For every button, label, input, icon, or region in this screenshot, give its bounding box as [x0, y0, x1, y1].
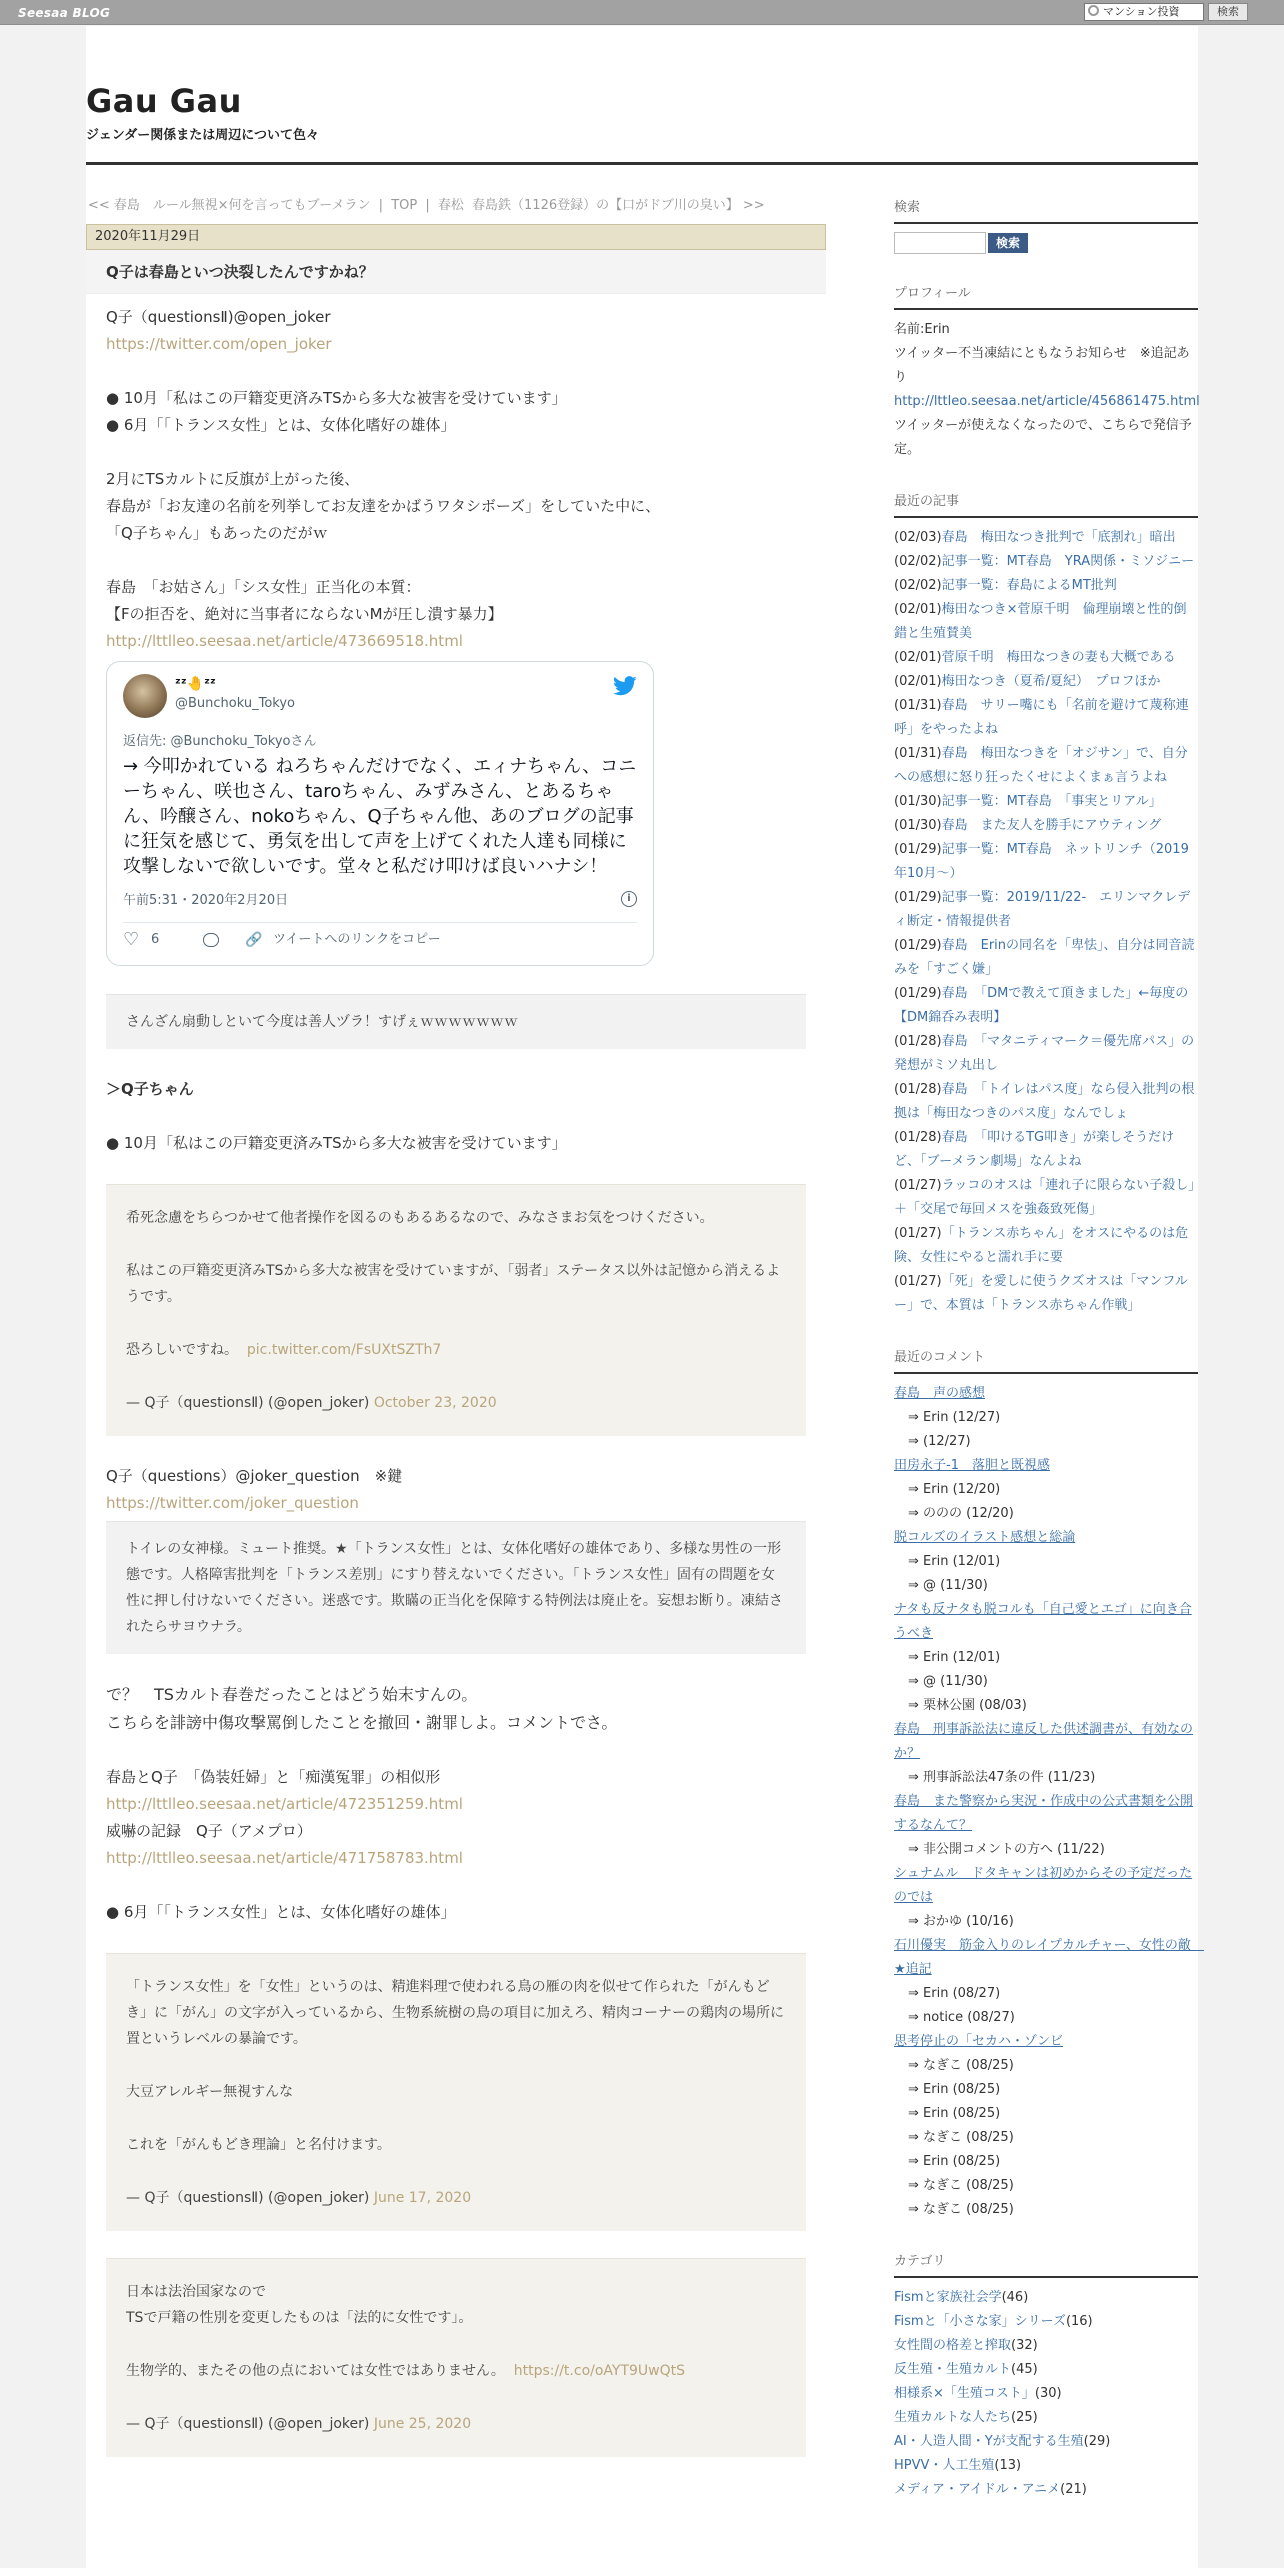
quote-box: トイレの女神様。ミュート推奨。★「トランス女性」とは、女体化嗜好の雄体であり、多様な男性の一形態です。人格障害批判を「トランス差別」にすり替えないでください。「トランス女性」固有の問題を女性に押し付けないでください。迷惑です。欺瞞の正当化を保障する特例法は廃止を。妄想お断り。凍結されたらサヨウナラ。 — [106, 1521, 806, 1654]
sidebar-search — [894, 196, 1198, 254]
recent-article-item[interactable]: (02/02)記事一覧：春島によるMT批判 — [894, 578, 1117, 593]
text-line: ● 6月「「トランス女性」とは、女体化嗜好の雄体」 — [106, 1903, 456, 1921]
sidebar-categories — [894, 2250, 1198, 2502]
sidebar-recent-comments — [894, 1346, 1204, 2222]
recent-article-link[interactable]: 梅田なつき（夏希/夏紀） プロフほか — [941, 674, 1161, 689]
recent-article-link[interactable]: 春島 梅田なつきを「オジサン」で、自分への感想に怒り狂ったくせによくまぁ言うよね — [894, 746, 1188, 785]
category-item[interactable]: 相様系×「生殖コスト」(30) — [894, 2386, 1062, 2401]
tweet-date-link[interactable]: June 17, 2020 — [373, 2190, 472, 2206]
category-item[interactable]: Fismと「小さな家」シリーズ(16) — [894, 2314, 1093, 2329]
text-line: 2月にTSカルトに反旗が上がった後、 — [106, 470, 360, 488]
recent-article-link[interactable]: 春島 Erinの同名を「卑怯」、自分は同音読みを「すごく嫌」 — [894, 938, 1195, 977]
text-line: 威嚇の記録 Q子（アメプロ） — [106, 1822, 312, 1840]
recent-article-link[interactable]: 記事一覧：MT春島 「事実とリアル」 — [941, 794, 1162, 809]
category-link[interactable]: Fismと「小さな家」シリーズ — [894, 2314, 1066, 2329]
recent-article-item[interactable]: (01/27)「トランス赤ちゃん」をオスにやるのは危険、女性にやると濡れ手に要 — [894, 1226, 1189, 1265]
recent-article-item[interactable]: (01/29)記事一覧：2019/11/22- エリンマクレディ断定・情報提供者 — [894, 890, 1191, 929]
text-line: ● 10月「私はこの戸籍変更済みTSから多大な被害を受けています」 — [106, 1134, 567, 1152]
comment-item[interactable]: ⇒ なぎこ (08/25) — [908, 2202, 1014, 2217]
recent-article-link[interactable]: 菅原千明 梅田なつきの妻も大概である — [941, 650, 1176, 665]
tweet-blockquote: 「トランス女性」を「女性」というのは、精進料理で使われる鳥の雁の肉を似せて作られた「がんもどき」に「がん」の文字が入っているから、生物系統樹の鳥の項目に加えろ、精肉コーナーの鶏肉の場所に置というレベルの暴論です。 大豆アレルギー無視すんな これを「がんもどき理論」と名付けます。 — Q子（questionsⅡ) (@open_joker) June 17, 2020 — [106, 1953, 806, 2231]
sidebar — [894, 196, 1204, 2530]
top-link[interactable]: TOP — [391, 198, 418, 213]
comment-item[interactable]: ⇒ 刑事訴訟法47条の件 (11/23) — [908, 1770, 1096, 1785]
category-link[interactable]: メディア・アイドル・アニメ — [894, 2482, 1061, 2497]
site-title[interactable]: Gau Gau — [86, 82, 242, 120]
profile-link[interactable]: http://lttleo.seesaa.net/article/456861475.html — [894, 394, 1200, 409]
recent-article-link[interactable]: 春島 「DMで教えて頂きました」←毎度の【DM錦呑み表明】 — [894, 986, 1189, 1025]
category-link[interactable]: Fismと家族社会学 — [894, 2290, 1002, 2305]
category-link[interactable]: 春松 — [437, 198, 464, 213]
category-item[interactable]: AI・人造人間・Yが支配する生殖(29) — [894, 2434, 1111, 2449]
comment-item[interactable]: ⇒ 栗林公園 (08/03) — [908, 1698, 1027, 1713]
category-item[interactable]: メディア・アイドル・アニメ(21) — [894, 2482, 1087, 2497]
top-bar — [0, 0, 1284, 25]
recent-article-item[interactable]: (02/01)梅田なつき（夏希/夏紀） プロフほか — [894, 674, 1161, 689]
tweet-text: → 今叩かれている ねろちゃんだけでなく、エィナちゃん、コニーちゃん、咲也さん、taroちゃん、みずみさん、とあるちゃん、吟醸さん、nokoちゃん、Q子ちゃん他、あのブログの記事に狂気を感じて、勇気を出して声を上げてくれた人達も同様に攻撃しないで欲しいです。堂々と私だけ叩けば良いハナシ！ — [123, 756, 637, 877]
category-link[interactable]: 相様系×「生殖コスト」 — [894, 2386, 1035, 2401]
comment-article-link[interactable]: シュナムル ドタキャンは初めからその予定だったのでは — [894, 1866, 1193, 1905]
recent-article-item[interactable]: (01/27)ラッコのオスは「連れ子に限らない子殺し」＋「交尾で毎回メスを強姦致死傷」 — [894, 1178, 1195, 1217]
tweet-timestamp[interactable]: 午前5:31・2020年2月20日 i — [123, 887, 637, 923]
comment-item[interactable]: ⇒ なぎこ (08/25) — [908, 2178, 1014, 2193]
recent-article-item[interactable]: (01/31)春島 サリー嘴にも「名前を避けて蔑称連呼」をやったよね — [894, 698, 1189, 737]
next-article-link[interactable]: 春島鉄（1126登録）の【口がドブ川の臭い】 >> — [472, 198, 765, 213]
section-heading: 検索 — [894, 196, 1198, 224]
sidebar-search-button[interactable]: 検索 — [988, 233, 1028, 253]
recent-article-item[interactable]: (01/28)春島 「トイレはパス度」なら侵入批判の根拠は「梅田なつきのパス度」なんでしょ — [894, 1082, 1195, 1121]
category-item[interactable]: Fismと家族社会学(46) — [894, 2290, 1029, 2305]
text-line: Q子（questions）@joker_question ※鍵 — [106, 1467, 403, 1485]
article-body — [86, 294, 826, 2457]
topbar-search-input[interactable]: マンション投資 — [1084, 3, 1204, 21]
recent-article-item[interactable]: (01/31)春島 梅田なつきを「オジサン」で、自分への感想に怒り狂ったくせによくまぁ言うよね — [894, 746, 1188, 785]
comment-item[interactable]: ⇒ Erin (12/01) — [908, 1650, 1001, 1665]
recent-article-link[interactable]: ラッコのオスは「連れ子に限らない子殺し」＋「交尾で毎回メスを強姦致死傷」 — [894, 1178, 1195, 1217]
breadcrumb: << 春島 ルール無視×何を言ってもブーメラン | TOP | 春松 春島鉄（1126登録）の【口がドブ川の臭い】 >> — [88, 198, 765, 213]
text-line: こちらを誹謗中傷攻撃罵倒したことを撤回・謝罪しよ。コメントでさ。 — [106, 1713, 618, 1732]
like-count: 6 — [151, 932, 160, 947]
twitter-bird-icon[interactable] — [613, 676, 637, 696]
main-column — [86, 196, 826, 2457]
comment-article-link[interactable]: 思考停止の「セカハ・ゾンビ — [894, 2034, 1064, 2049]
recent-article-link[interactable]: 記事一覧：MT春島 ネットリンチ（2019年10月～） — [894, 842, 1189, 881]
recent-article-item[interactable]: (02/01)梅田なつき×菅原千明 倫理崩壊と性的倒錯と生殖賛美 — [894, 602, 1187, 641]
comment-item[interactable]: ⇒ 非公開コメントの方へ (11/22) — [908, 1842, 1105, 1857]
tweet-author-handle[interactable]: @Bunchoku_Tokyo — [175, 696, 296, 711]
comment-item[interactable]: ⇒ ののの (12/20) — [908, 1506, 1014, 1521]
topbar-search-button[interactable]: 検索 — [1208, 3, 1248, 21]
recent-article-link[interactable]: 春島 梅田なつき批判で「底割れ」暗出 — [941, 530, 1176, 545]
article-link[interactable]: http://lttlleo.seesaa.net/article/471758783.html — [106, 1849, 463, 1867]
comment-item[interactable]: ⇒ Erin (08/25) — [908, 2082, 1001, 2097]
comment-item[interactable]: ⇒ なぎこ (08/25) — [908, 2058, 1014, 2073]
pic-link[interactable]: pic.twitter.com/FsUXtSZTh7 — [246, 1342, 442, 1358]
comment-article-link[interactable]: 田房永子-1 落胆と既視感 — [894, 1458, 1050, 1473]
avatar[interactable] — [123, 674, 167, 718]
category-link[interactable]: HPVV・人工生殖 — [894, 2458, 995, 2473]
twitter-link[interactable]: https://twitter.com/open_joker — [106, 335, 332, 353]
recent-article-item[interactable]: (01/29)春島 Erinの同名を「卑怯」、自分は同音読みを「すごく嫌」 — [894, 938, 1195, 977]
text-line: ● 10月「私はこの戸籍変更済みTSから多大な被害を受けています」 — [106, 389, 567, 407]
info-icon[interactable]: i — [621, 891, 637, 907]
comment-item[interactable]: ⇒ Erin (08/27) — [908, 1986, 1001, 2001]
recent-article-link[interactable]: 春島 「叩けるTG叩き」が楽しそうだけど、「ブーメラン劇場」なんよね — [894, 1130, 1175, 1169]
text-line: 春島 「お姑さん」「シス女性」正当化の本質： — [106, 578, 421, 596]
tweet-blockquote: 日本は法治国家なので TSで戸籍の性別を変更したものは「法的に女性です」。 生物学的、またその他の点においては女性ではありません。 https://t.co/oAYT9UwQtS — Q子（questionsⅡ) (@open_joker) June 25, 2020 — [106, 2258, 806, 2457]
quote-box: さんざん扇動しといて今度は善人ヅラ！すげぇｗｗｗｗｗｗｗ — [106, 994, 806, 1049]
prev-article-link[interactable]: << 春島 ルール無視×何を言ってもブーメラン — [88, 198, 371, 213]
comment-article-link[interactable]: 春島 また警察から実況・作成中の公式書類を公開するなんて？ — [894, 1794, 1194, 1833]
section-heading: 最近のコメント — [894, 1346, 1198, 1374]
recent-article-link[interactable]: 記事一覧：MT春島 YRA関係・ミソジニー — [941, 554, 1195, 569]
sidebar-recent-articles — [894, 490, 1198, 1318]
recent-article-link[interactable]: 記事一覧：春島によるMT批判 — [941, 578, 1117, 593]
header-divider — [86, 162, 1198, 165]
twitter-link[interactable]: https://twitter.com/joker_question — [106, 1494, 359, 1512]
page-container — [86, 26, 1204, 2568]
article-title[interactable]: Q子は春島といつ決裂したんですかね？ — [86, 250, 826, 294]
text-line: 春島が「お友達の名前を列挙してお友達をかばうワタシボーズ」をしていた中に、 — [106, 497, 661, 515]
tco-link[interactable]: https://t.co/oAYT9UwQtS — [513, 2363, 686, 2379]
comment-item[interactable]: ⇒ (12/27) — [908, 1434, 971, 1449]
text-line: で？ TSカルト春巻だったことはどう始末すんの。 — [106, 1685, 478, 1704]
comment-item[interactable]: ⇒ Erin (08/25) — [908, 2106, 1001, 2121]
reply-icon[interactable] — [203, 933, 219, 947]
tweet-blockquote: 希死念慮をちらつかせて他者操作を図るのもあるあるなので、みなさまお気をつけください。 私はこの戸籍変更済みTSから多大な被害を受けていますが、「弱者」ステータス以外は記憶から消えるようです。 恐ろしいですね。 pic.twitter.com/FsUXtSZTh7 — Q子（questionsⅡ) (@open_joker) October 23, 2020 — [106, 1184, 806, 1436]
comment-article-link[interactable]: ナタも反ナタも脱コルも「自己愛とエゴ」に向き合うべき — [894, 1602, 1192, 1641]
section-heading: ＞Q子ちゃん — [106, 1080, 194, 1098]
recent-article-item[interactable]: (01/29)春島 「DMで教えて頂きました」←毎度の【DM錦呑み表明】 — [894, 986, 1189, 1025]
comment-item[interactable]: ⇒ notice (08/27) — [908, 2010, 1015, 2025]
article-date: 2020年11月29日 — [86, 224, 826, 250]
text-line: ● 6月「「トランス女性」とは、女体化嗜好の雄体」 — [106, 416, 456, 434]
comment-item[interactable]: ⇒ Erin (12/27) — [908, 1410, 1001, 1425]
heart-icon[interactable]: ♡ — [123, 929, 140, 950]
tweet-date-link[interactable]: June 25, 2020 — [373, 2416, 472, 2432]
comment-article-link[interactable]: 脱コルズのイラスト感想と総論 — [894, 1530, 1076, 1545]
embedded-tweet[interactable] — [106, 661, 654, 966]
category-link[interactable]: 生殖カルトな人たち — [894, 2410, 1012, 2425]
recent-article-link[interactable]: 梅田なつき×菅原千明 倫理崩壊と性的倒錯と生殖賛美 — [894, 602, 1187, 641]
comment-article-link[interactable]: 石川優実 筋金入りのレイプカルチャー、女性の敵 ★追記 — [894, 1938, 1204, 1977]
text-line: 【Fの拒否を、絶対に当事者にならないMが圧し潰す暴力】 — [106, 605, 503, 623]
comment-article-link[interactable]: 春島 刑事訴訟法に違反した供述調書が、有効なのか？ — [894, 1722, 1194, 1761]
link-icon[interactable]: 🔗 — [245, 932, 263, 948]
article-link[interactable]: http://lttlleo.seesaa.net/article/473669518.html — [106, 632, 463, 650]
recent-article-link[interactable]: 春島 サリー嘴にも「名前を避けて蔑称連呼」をやったよね — [894, 698, 1189, 737]
comment-article-link[interactable]: 春島 声の感想 — [894, 1386, 986, 1401]
text-line: 春島とQ子 「偽装妊婦」と「痴漢冤罪」の相似形 — [106, 1768, 441, 1786]
comment-item[interactable]: ⇒ Erin (12/01) — [908, 1554, 1001, 1569]
recent-article-item[interactable]: (02/03)春島 梅田なつき批判で「底割れ」暗出 — [894, 530, 1176, 545]
category-item[interactable]: HPVV・人工生殖(13) — [894, 2458, 1022, 2473]
category-item[interactable]: 生殖カルトな人たち(25) — [894, 2410, 1038, 2425]
recent-article-item[interactable]: (01/29)記事一覧：MT春島 ネットリンチ（2019年10月～） — [894, 842, 1189, 881]
recent-article-link[interactable]: 「トランス赤ちゃん」をオスにやるのは危険、女性にやると濡れ手に要 — [894, 1226, 1189, 1265]
recent-article-item[interactable]: (01/27)「死」を愛しに使うクズオスは「マンフルー」で、本質は「トランス赤ちゃん作戦」 — [894, 1274, 1188, 1313]
recent-article-item[interactable]: (02/02)記事一覧：MT春島 YRA関係・ミソジニー — [894, 554, 1195, 569]
section-heading: カテゴリ — [894, 2250, 1198, 2278]
recent-article-link[interactable]: 春島 「トイレはパス度」なら侵入批判の根拠は「梅田なつきのパス度」なんでしょ — [894, 1082, 1195, 1121]
recent-article-item[interactable]: (01/30)春島 また友人を勝手にアウティング — [894, 818, 1162, 833]
section-heading: プロフィール — [894, 282, 1198, 310]
sidebar-profile: プロフィール 名前:Erin ツイッター不当凍結にともなうお知らせ ※追記あり http://lttleo.seesaa.net/article/456861475.html ツイッターが使えなくなったので、こちらで発信予定。 — [894, 282, 1198, 462]
comment-item[interactable]: ⇒ @ (11/30) — [908, 1674, 988, 1689]
tweet-date-link[interactable]: October 23, 2020 — [373, 1395, 497, 1411]
recent-article-item[interactable]: (01/28)春島 「叩けるTG叩き」が楽しそうだけど、「ブーメラン劇場」なんよね — [894, 1130, 1175, 1169]
comment-item[interactable]: ⇒ Erin (12/20) — [908, 1482, 1001, 1497]
recent-article-link[interactable]: 春島 「マタニティマーク＝優先席パス」の発想がミソ丸出し — [894, 1034, 1195, 1073]
comment-item[interactable]: ⇒ おかゆ (10/16) — [908, 1914, 1014, 1929]
article-link[interactable]: http://lttlleo.seesaa.net/article/472351259.html — [106, 1795, 463, 1813]
category-item[interactable]: 女性間の格差と搾取(32) — [894, 2338, 1038, 2353]
comment-item[interactable]: ⇒ Erin (08/25) — [908, 2154, 1001, 2169]
category-link[interactable]: 反生殖・生殖カルト — [894, 2362, 1012, 2377]
tweet-actions — [123, 923, 637, 957]
seesaa-logo[interactable]: Seesaa BLOG — [18, 6, 111, 20]
comment-item[interactable]: ⇒ なぎこ (08/25) — [908, 2130, 1014, 2145]
tweet-author-name[interactable]: ᶻᶻ🤚ᶻᶻ — [175, 676, 216, 692]
recent-article-item[interactable]: (01/28)春島 「マタニティマーク＝優先席パス」の発想がミソ丸出し — [894, 1034, 1195, 1073]
comment-item[interactable]: ⇒ @ (11/30) — [908, 1578, 988, 1593]
site-description: ジェンダー関係または周辺について色々 — [86, 128, 319, 143]
text-line: Q子（questionsⅡ)@open_joker — [106, 308, 331, 326]
category-link[interactable]: AI・人造人間・Yが支配する生殖 — [894, 2434, 1084, 2449]
section-heading: 最近の記事 — [894, 490, 1198, 518]
sidebar-search-input[interactable] — [894, 232, 986, 254]
recent-article-item[interactable]: (02/01)菅原千明 梅田なつきの妻も大概である — [894, 650, 1176, 665]
category-item[interactable]: 反生殖・生殖カルト(45) — [894, 2362, 1038, 2377]
recent-article-link[interactable]: 「死」を愛しに使うクズオスは「マンフルー」で、本質は「トランス赤ちゃん作戦」 — [894, 1274, 1188, 1313]
recent-article-link[interactable]: 記事一覧：2019/11/22- エリンマクレディ断定・情報提供者 — [894, 890, 1191, 929]
category-link[interactable]: 女性間の格差と搾取 — [894, 2338, 1012, 2353]
copy-link-button[interactable]: ツイートへのリンクをコピー — [273, 932, 441, 947]
tweet-reply-to[interactable]: 返信先: @Bunchoku_Tokyoさん — [123, 734, 317, 749]
recent-article-link[interactable]: 春島 また友人を勝手にアウティング — [941, 818, 1162, 833]
recent-article-item[interactable]: (01/30)記事一覧：MT春島 「事実とリアル」 — [894, 794, 1162, 809]
text-line: 「Q子ちゃん」もあったのだがｗ — [106, 524, 328, 542]
search-icon — [1088, 5, 1099, 16]
